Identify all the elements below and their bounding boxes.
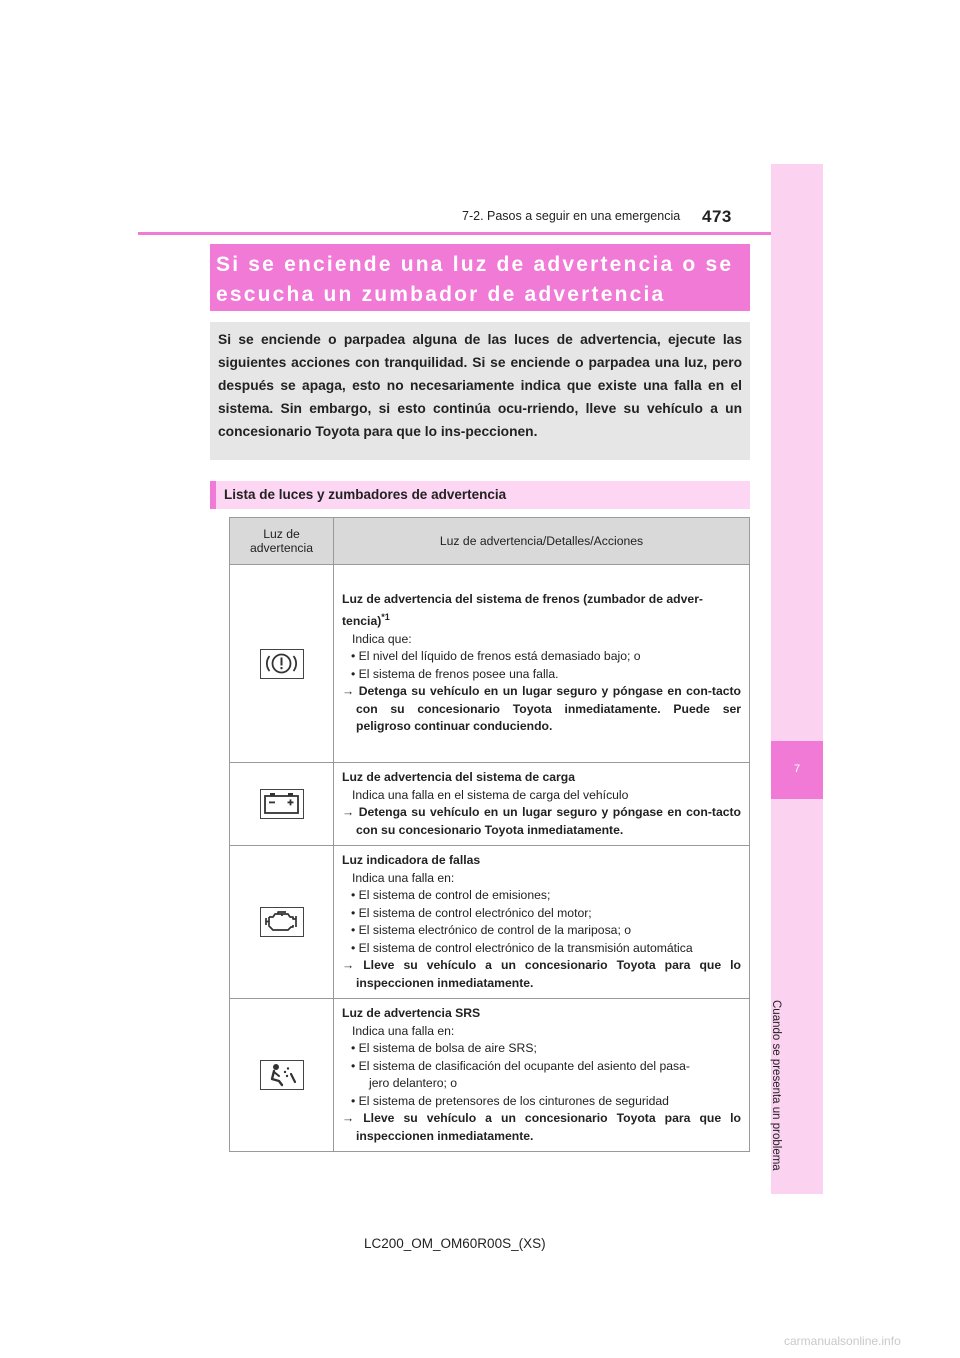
bullet-item: El sistema de clasificación del ocupante del asiento del pasa-	[358, 1058, 690, 1073]
action-text: Lleve su vehículo a un concesionario Toyota para que lo inspeccionen inmediatamente.	[356, 1111, 741, 1143]
bullet-item: El sistema de pretensores de los cinturones de seguridad	[358, 1093, 669, 1108]
table-row	[230, 846, 750, 999]
bullet-item: El sistema de control de emisiones;	[358, 888, 551, 902]
warning-title: Luz indicadora de fallas	[342, 853, 481, 867]
action-text: Detenga su vehículo en un lugar seguro y póngase en con-tacto con su concesionario Toyota inmediatamente.	[356, 805, 742, 837]
arrow-icon: →	[342, 684, 355, 699]
battery-charge-icon	[260, 789, 304, 819]
bullet-item: El sistema electrónico de control de la mariposa; o	[358, 923, 631, 937]
icon-cell	[230, 999, 334, 1152]
section-title-line1: Si se enciende una luz de advertencia o se	[216, 253, 734, 276]
table-header-row	[230, 518, 750, 565]
srs-airbag-icon	[260, 1060, 304, 1090]
chapter-number-tab	[771, 741, 823, 799]
description-cell: Luz indicadora de fallas Indica una falla en: • El sistema de control de emisiones; • El sistema de control electrónico del motor; • El sistema electrónico de control de la mariposa; o • El sistema de control electrónico de la transmisión automática → Lleve su vehículo a un concesionario Toyota para que lo inspeccionen inmediatamente.	[334, 846, 750, 999]
check-engine-icon	[260, 907, 304, 937]
warning-subtitle: Indica una falla en:	[352, 870, 455, 885]
warning-subtitle: Indica una falla en el sistema de carga del vehículo	[352, 787, 629, 802]
description-cell: Luz de advertencia SRS Indica una falla en: • El sistema de bolsa de aire SRS; • El sistema de clasificación del ocupante del asiento del pasa- jero delantero; o • El sistema de pretensores de los cinturones de seguridad → Lleve su vehículo a un concesionario Toyota para que lo inspeccionen inmediatamente.	[334, 999, 750, 1152]
icon-cell	[230, 763, 334, 846]
warning-title: Luz de advertencia SRS	[342, 1006, 481, 1020]
subheading-text: Lista de luces y zumbadores de advertencia	[224, 487, 507, 502]
warning-lights-table	[229, 517, 750, 1152]
description-cell: Luz de advertencia del sistema de frenos (zumbador de adver-tencia)$^{*1}$ Indica que: • El nivel del líquido de frenos está demasiado bajo; o • El sistema de frenos posee una falla. → Detenga su vehículo en un lugar seguro y póngase en con-tacto con su concesionario Toyota inmediatamente. Puede ser peligroso continuar conduciendo.	[334, 565, 750, 763]
document-code: LC200_OM_OM60R00S_(XS)	[364, 1236, 546, 1251]
bullet-item-continuation: jero delantero; o	[369, 1076, 458, 1090]
header-col1-line2: advertencia	[249, 541, 313, 555]
table-row	[230, 565, 750, 763]
footnote-marker: *1	[381, 611, 390, 622]
warning-subtitle: Indica que:	[352, 631, 412, 646]
header-details: Luz de advertencia/Detalles/Acciones	[334, 518, 750, 565]
bullet-item: El sistema de control electrónico de la transmisión automática	[358, 940, 693, 955]
section-title-line2: escucha un zumbador de advertencia	[216, 283, 666, 306]
warning-title: Luz de advertencia del sistema de carga	[342, 770, 576, 784]
bullet-item: El sistema de control electrónico del motor;	[358, 905, 592, 920]
bullet-item: El sistema de bolsa de aire SRS;	[358, 1041, 537, 1055]
arrow-icon: →	[342, 805, 355, 819]
description-cell	[334, 763, 750, 846]
arrow-icon: →	[342, 958, 355, 972]
subheading-accent-bar	[210, 481, 216, 509]
chapter-number: 7	[793, 763, 801, 775]
chapter-title-vertical	[770, 1000, 782, 1032]
section-header: 7-2. Pasos a seguir en una emergencia	[462, 209, 681, 223]
subheading	[210, 481, 750, 509]
brake-warning-icon	[260, 649, 304, 679]
page-number: 473	[702, 207, 732, 226]
action-text: Detenga su vehículo en un lugar seguro y póngase en con-tacto con su concesionario Toyota inmediatamente. Puede ser peligroso continuar conduciendo.	[356, 684, 742, 734]
table-row	[230, 763, 750, 846]
warning-title: Luz de advertencia del sistema de frenos (zumbador de adver-tencia)	[342, 592, 703, 629]
bullet-item: El sistema de frenos posee una falla.	[358, 666, 559, 681]
icon-cell	[230, 846, 334, 999]
bullet-item: El nivel del líquido de frenos está demasiado bajo; o	[358, 649, 641, 664]
arrow-icon: →	[342, 1111, 355, 1125]
table-row	[230, 999, 750, 1152]
header-warning-light	[230, 518, 334, 565]
icon-cell	[230, 565, 334, 763]
warning-subtitle: Indica una falla en:	[352, 1023, 455, 1038]
section-title-box	[210, 244, 750, 311]
action-text: Lleve su vehículo a un concesionario Toyota para que lo inspeccionen inmediatamente.	[356, 958, 741, 990]
watermark: carmanualsonline.info	[784, 1334, 901, 1348]
header-col1-line1: Luz de	[263, 527, 300, 541]
intro-paragraph: Si se enciende o parpadea alguna de las luces de advertencia, ejecute las siguientes acciones con tranquilidad. Si se enciende o parpadea una luz, pero después se apaga, esto no necesariamente indica que existe una falla en el sistema. Sin embargo, si esto continúa ocu-rriendo, lleve su vehículo a un concesionario Toyota para que lo ins-peccionen.	[210, 322, 750, 460]
header-rule	[138, 232, 823, 235]
